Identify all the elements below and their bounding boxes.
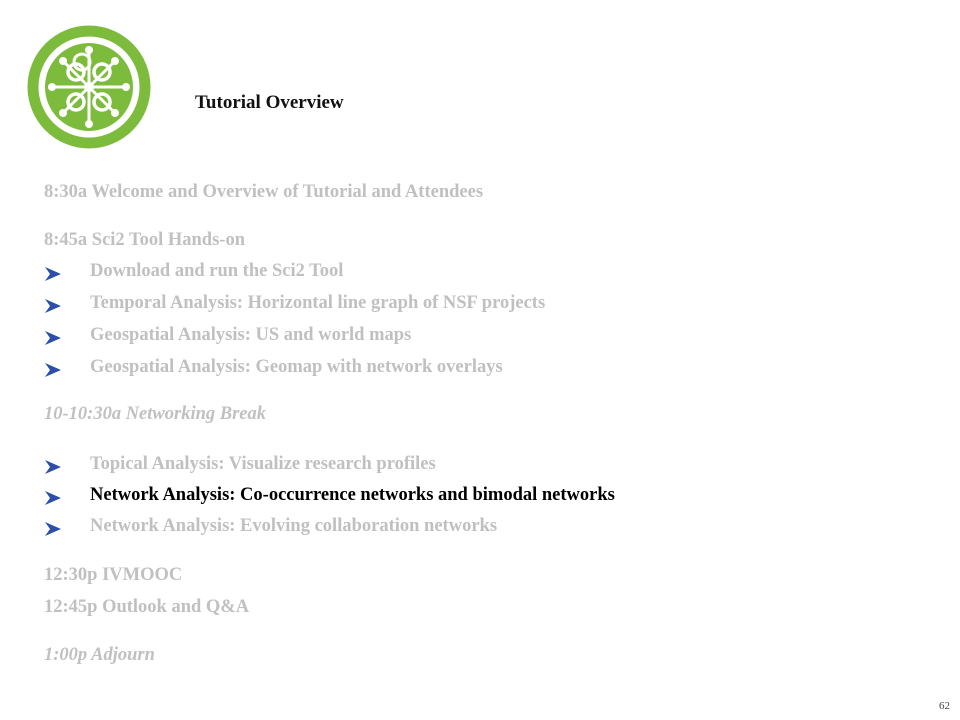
bullet-item [44,325,844,349]
bullet-item [44,261,844,285]
arrow-bullet-icon [44,362,62,378]
bullet-text: Topical Analysis: Visualize research profiles [90,454,436,474]
logo [26,24,152,150]
agenda-break: 10-10:30a Networking Break [44,404,266,424]
bullet-item [44,293,844,317]
arrow-bullet-icon [44,521,62,537]
arrow-bullet-icon [44,298,62,314]
bullet-text: Download and run the Sci2 Tool [90,261,344,281]
bullet-item [44,357,844,381]
network-logo-icon [26,24,152,150]
bullet-text: Geospatial Analysis: Geomap with network overlays [90,357,503,377]
agenda-outlook: 12:45p Outlook and Q&A [44,597,250,617]
arrow-bullet-icon [44,330,62,346]
bullet-text: Geospatial Analysis: US and world maps [90,325,412,345]
slide-title: Tutorial Overview [195,92,344,113]
bullet-text: Network Analysis: Co-occurrence networks and bimodal networks [90,485,615,505]
bullet-item-current [44,485,864,509]
bullet-text: Temporal Analysis: Horizontal line graph of NSF projects [90,293,546,313]
bullet-item [44,454,844,478]
agenda-ivmooc: 12:30p IVMOOC [44,565,183,585]
agenda-handson: 8:45a Sci2 Tool Hands-on [44,230,245,250]
page-number: 62 [939,700,950,712]
bullet-item [44,516,844,540]
agenda-welcome: 8:30a Welcome and Overview of Tutorial and Attendees [44,182,484,202]
arrow-bullet-icon [44,266,62,282]
arrow-bullet-icon [44,459,62,475]
arrow-bullet-icon [44,490,62,506]
bullet-text: Network Analysis: Evolving collaboration networks [90,516,498,536]
agenda-adjourn: 1:00p Adjourn [44,645,155,665]
